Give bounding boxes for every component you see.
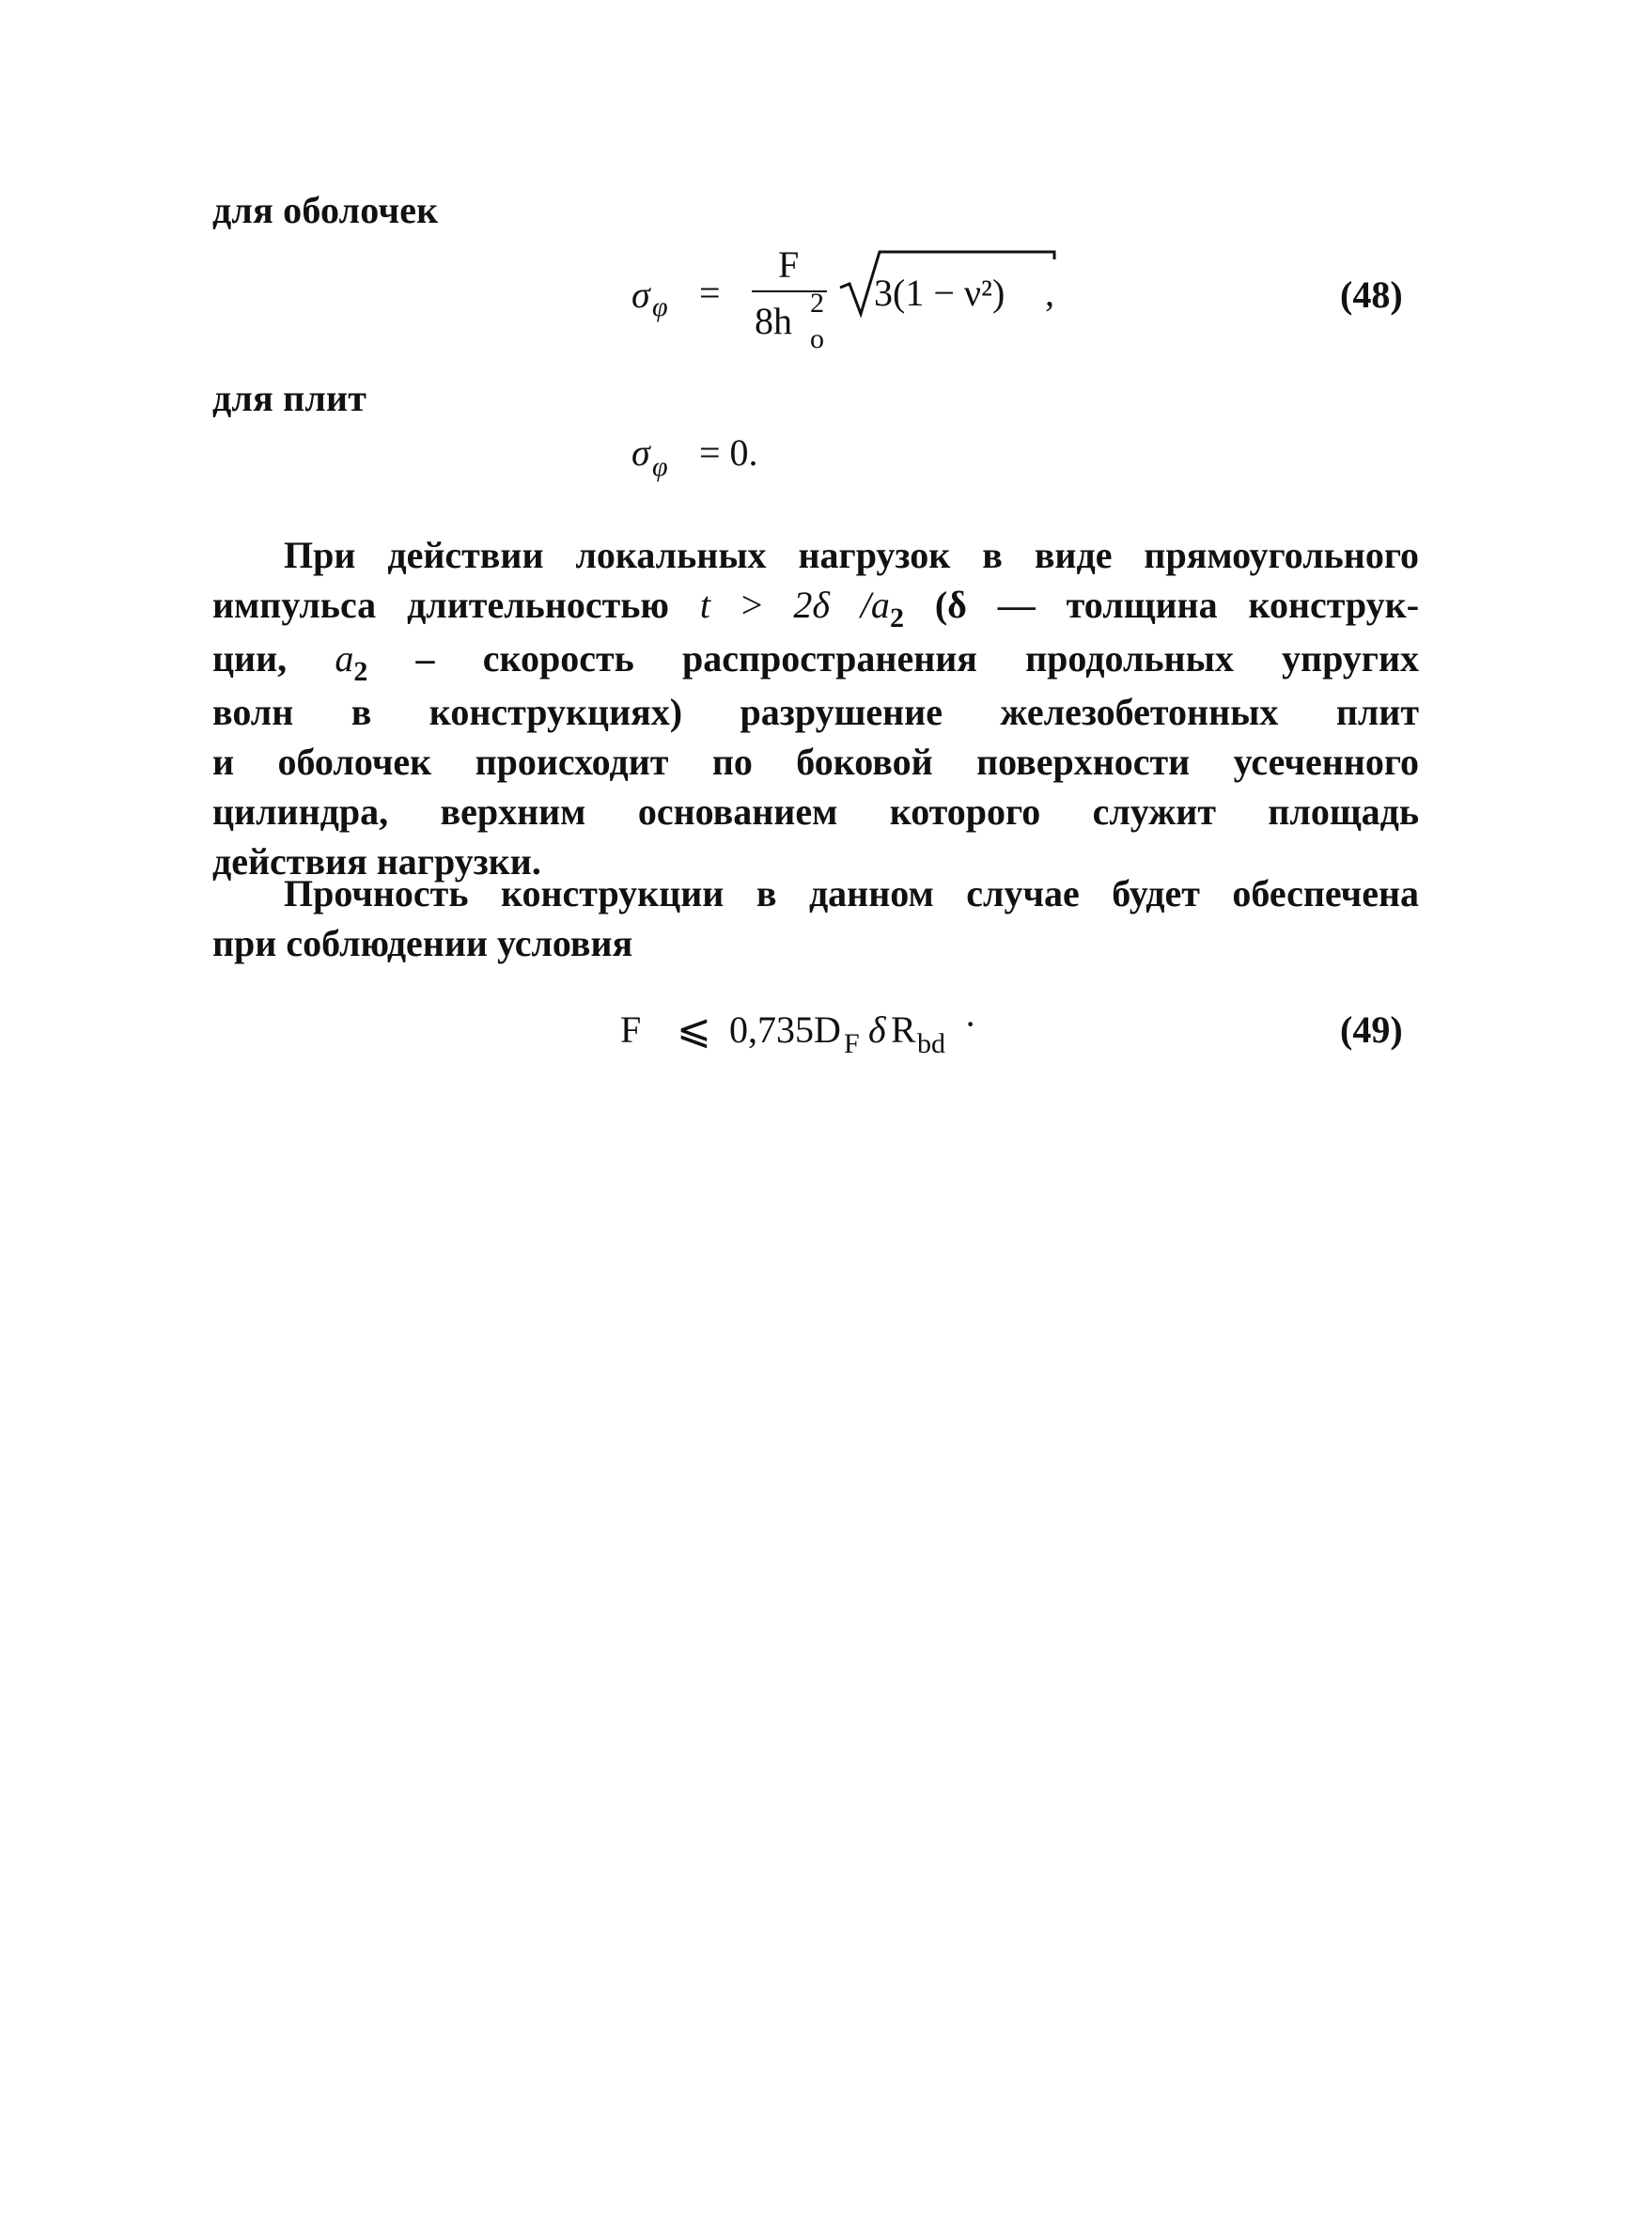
eq48-den-sup: 2 <box>810 288 824 319</box>
para1-line3-text-a: ции, <box>212 637 288 680</box>
eq-plates-lhs-symbol: σ <box>631 431 650 474</box>
eq48-trailing-comma: , <box>1045 272 1054 314</box>
eq48-den-sub: o <box>810 323 824 354</box>
para1-line2-text-a: импульса длительностью <box>212 584 669 626</box>
para1-a-sub: 2 <box>353 656 368 687</box>
para1-a-symbol: a <box>335 637 354 680</box>
eq48-denominator: 8h <box>755 300 792 342</box>
eq48-lhs-symbol: σ <box>631 274 650 316</box>
para1-line6: цилиндра, верхним основанием которого служит площадь <box>212 790 1419 833</box>
eq49-relation: ⩽ <box>677 1007 711 1053</box>
eq-plates-rhs: = 0. <box>699 431 758 474</box>
label-plates: для плит <box>212 377 367 419</box>
paragraph-local-loads <box>212 530 1419 886</box>
para1-line5: и оболочек происходит по боковой поверхности усеченного <box>212 741 1419 783</box>
eq49-lhs: F <box>620 1008 642 1051</box>
para1-line2-text-b: (δ — толщина конструк- <box>934 584 1420 626</box>
paragraph-strength-condition <box>212 868 1419 968</box>
eq48-equals: = <box>699 272 721 314</box>
eq49-coef-sub: F <box>844 1028 860 1059</box>
eq49-delta: δ <box>868 1008 886 1051</box>
para1-t-symbol: t <box>699 584 710 626</box>
eq48-lhs-sub: φ <box>652 291 668 322</box>
para2-line2: при соблюдении условия <box>212 922 633 964</box>
eq49-coef: 0,735D <box>729 1008 841 1051</box>
para1-ratio-sub: 2 <box>889 602 904 633</box>
para1-gt-symbol: > <box>740 584 763 626</box>
para1-line4: волн в конструкциях) разрушение железобетонных плит <box>212 691 1419 733</box>
para1-line1: При действии локальных нагрузок в виде прямоугольного <box>284 534 1419 576</box>
eq49-r-sub: bd <box>917 1028 945 1059</box>
eq-plates-lhs-sub: φ <box>652 451 668 482</box>
para2-line1: Прочность конструкции в данном случае будет обеспечена <box>284 872 1419 914</box>
eq48-number: (48) <box>1340 274 1403 316</box>
eq48-numerator: F <box>778 243 800 286</box>
eq49-r: R <box>891 1008 916 1051</box>
para1-line7: действия нагрузки. <box>212 840 541 883</box>
para1-ratio: 2δ /a <box>793 584 890 626</box>
label-shells: для оболочек <box>212 189 439 231</box>
eq48-sqrt-body: 3(1 − ν²) <box>874 272 1005 314</box>
eq49-trailing-dot: · <box>964 1003 977 1045</box>
eq49-number: (49) <box>1340 1008 1403 1051</box>
para1-line3 <box>212 633 1419 687</box>
para1-line2 <box>212 580 1419 633</box>
para1-line3-text-b: – скорость распространения продольных упругих <box>415 637 1419 680</box>
